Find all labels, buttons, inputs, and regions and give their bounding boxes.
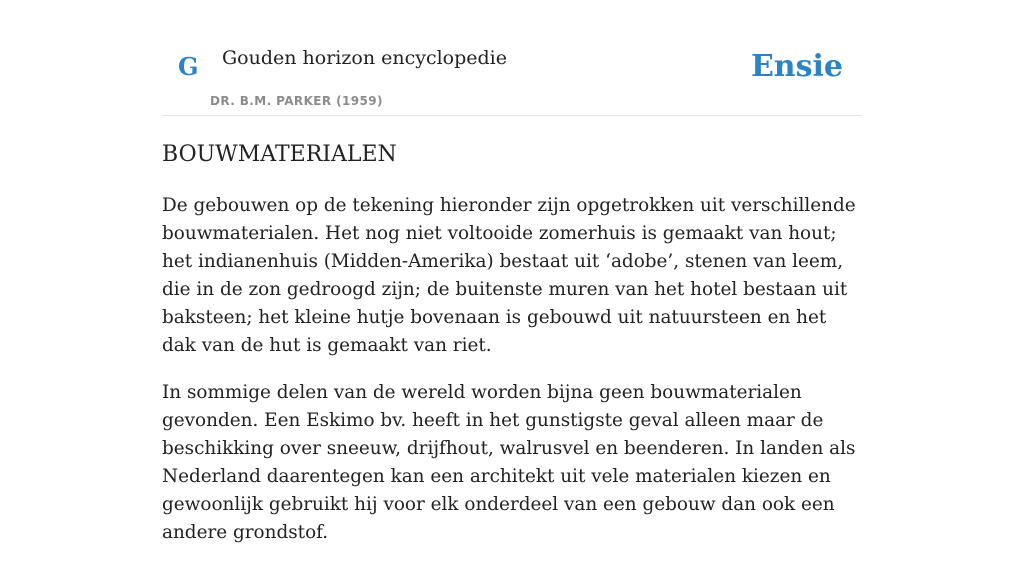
page-header [162, 40, 862, 116]
book-title-link[interactable]: Gouden horizon encyclopedie [222, 47, 507, 69]
article-paragraph: De gebouwen op de tekening hieronder zijn opgetrokken uit verschillende bouwmaterialen. Het nog niet voltooide zomerhuis is gemaakt van hout; het indianenhuis (Midden-Amerika) bestaat uit ‘adobe’, stenen van leem, die in de zon gedroogd zijn; de buitenste muren van het hotel bestaan uit baksteen; het kleine hutje bovenaan is gebouwd uit natuursteen en het dak van de hut is gemaakt van riet. [162, 194, 856, 356]
article [162, 140, 862, 566]
book-logo-icon[interactable]: G [178, 52, 199, 81]
book-author: DR. B.M. PARKER (1959) [210, 94, 383, 108]
article-title: BOUWMATERIALEN [162, 142, 397, 167]
article-paragraph: In sommige delen van de wereld worden bijna geen bouwmaterialen gevonden. Een Eskimo bv. heeft in het gunstigste geval alleen maar de beschikking over sneeuw, drijfhout, walrusvel en beenderen. In landen als Nederland daarentegen kan een architekt uit vele materialen kiezen en gewoonlijk gebruikt hij voor elk onderdeel van een gebouw dan ook een andere grondstof. [162, 381, 856, 543]
ensie-logo[interactable]: Ensie [750, 49, 843, 84]
